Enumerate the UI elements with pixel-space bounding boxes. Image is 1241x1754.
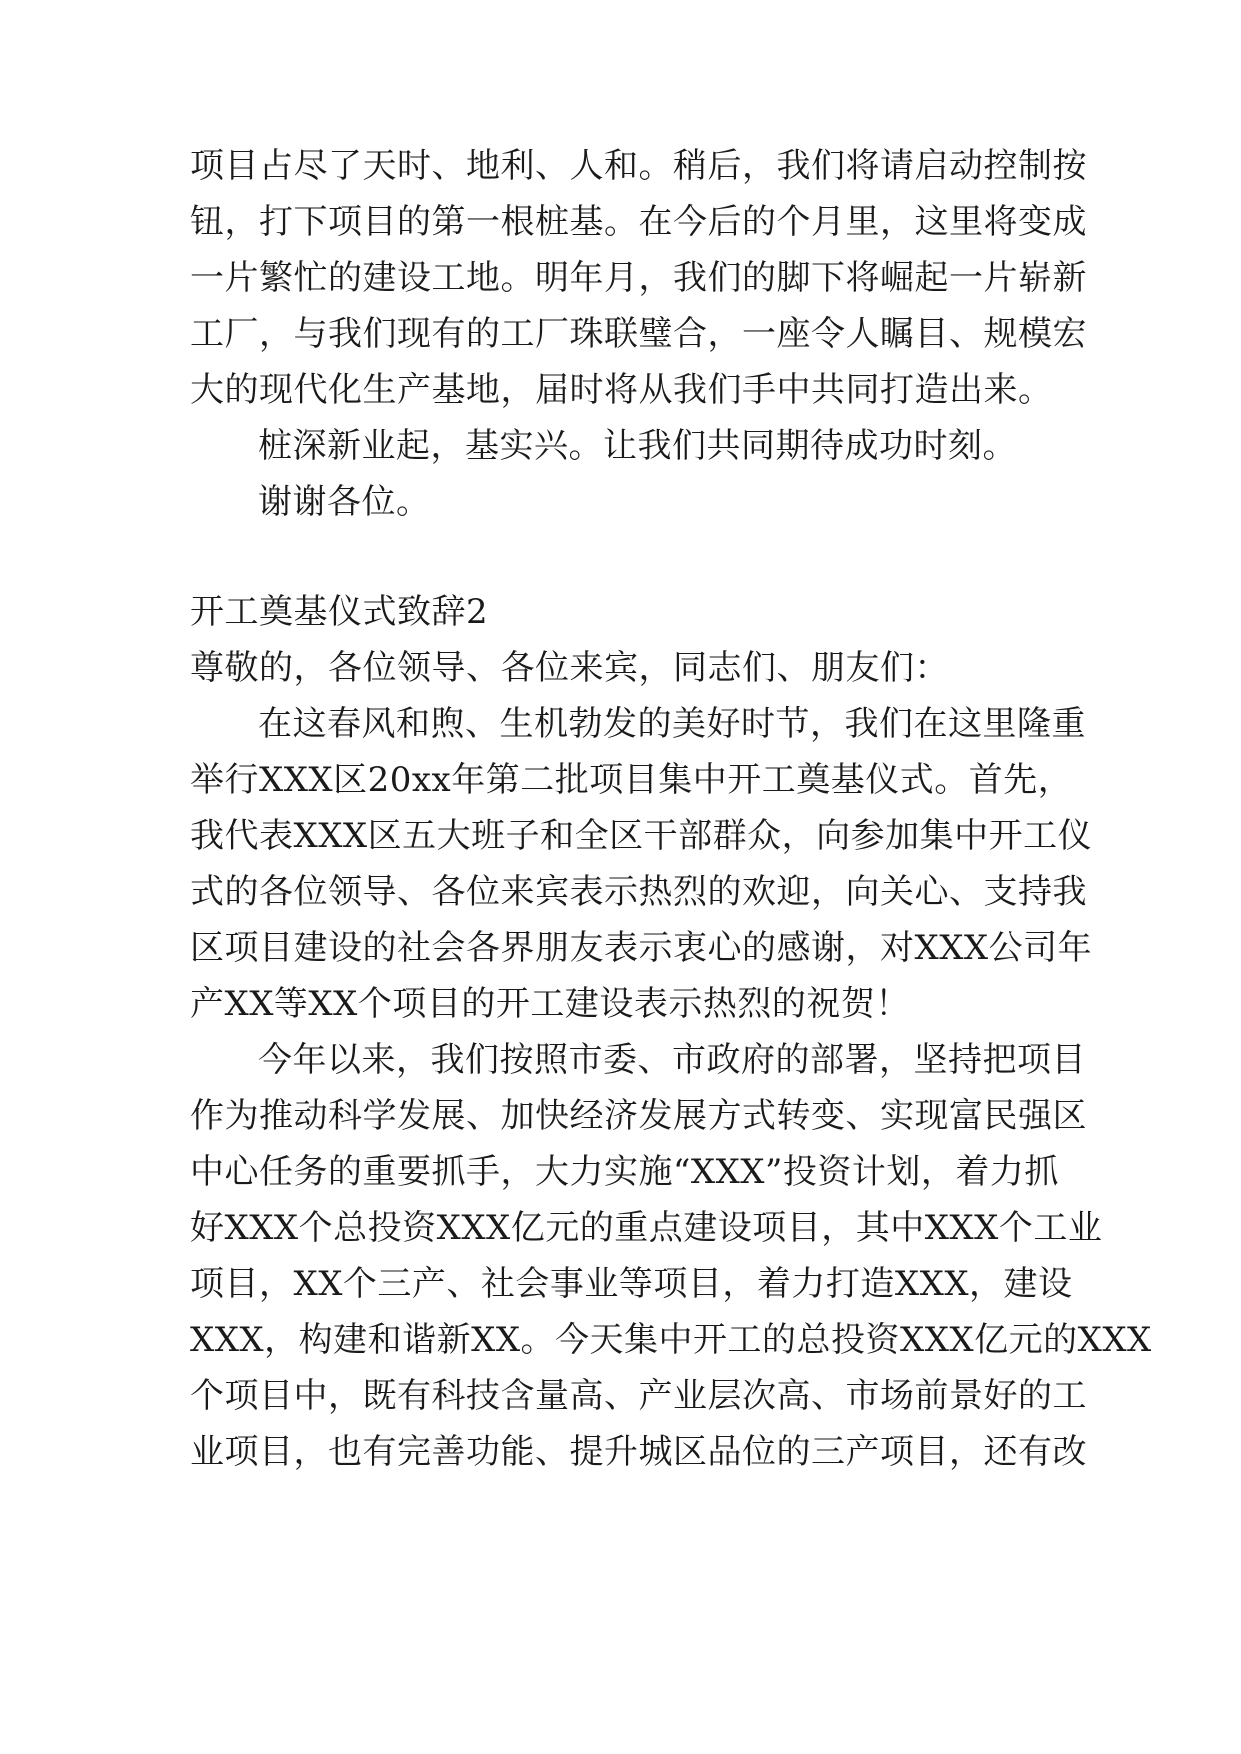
text-line: 一片繁忙的建设工地。明年月，我们的脚下将崛起一片崭新: [190, 258, 1087, 298]
text-line: XXX，构建和谐新XX。今天集中开工的总投资XXX亿元的XXX: [190, 1320, 1152, 1360]
text-line: 我代表XXX区五大班子和全区干部群众，向参加集中开工仪: [190, 816, 1093, 856]
text-line: 桩深新业起，基实兴。让我们共同期待成功时刻。: [258, 426, 1017, 466]
salutation: 尊敬的，各位领导、各位来宾，同志们、朋友们：: [190, 648, 949, 688]
text-line: 区项目建设的社会各界朋友表示衷心的感谢，对XXX公司年: [190, 928, 1093, 968]
section-title: 开工奠基仪式致辞2: [190, 592, 489, 632]
text-line: 在这春风和煦、生机勃发的美好时节，我们在这里隆重: [258, 704, 1086, 744]
text-line: 钮，打下项目的第一根桩基。在今后的个月里，这里将变成: [190, 202, 1087, 242]
text-line: 工厂，与我们现有的工厂珠联璧合，一座令人瞩目、规模宏: [190, 314, 1087, 354]
text-line: 举行XXX区20xx年第二批项目集中开工奠基仪式。首先，: [190, 760, 1073, 800]
text-line: 项目占尽了天时、地利、人和。稍后，我们将请启动控制按: [190, 146, 1087, 186]
text-line: 中心任务的重要抓手，大力实施“XXX”投资计划，着力抓: [190, 1152, 1059, 1192]
text-line: 式的各位领导、各位来宾表示热烈的欢迎，向关心、支持我: [190, 872, 1087, 912]
text-line: 好XXX个总投资XXX亿元的重点建设项目，其中XXX个工业: [190, 1208, 1103, 1248]
closing-thanks: 谢谢各位。: [258, 482, 431, 522]
text-line: 个项目中，既有科技含量高、产业层次高、市场前景好的工: [190, 1376, 1087, 1416]
text-line: 今年以来，我们按照市委、市政府的部署，坚持把项目: [258, 1040, 1086, 1080]
text-line: 大的现代化生产基地，届时将从我们手中共同打造出来。: [190, 370, 1053, 410]
text-line: 业项目，也有完善功能、提升城区品位的三产项目，还有改: [190, 1432, 1087, 1472]
text-line: 项目，XX个三产、社会事业等项目，着力打造XXX，建设: [190, 1264, 1073, 1304]
text-line: 作为推动科学发展、加快经济发展方式转变、实现富民强区: [190, 1096, 1087, 1136]
text-line: 产XX等XX个项目的开工建设表示热烈的祝贺！: [190, 984, 910, 1024]
